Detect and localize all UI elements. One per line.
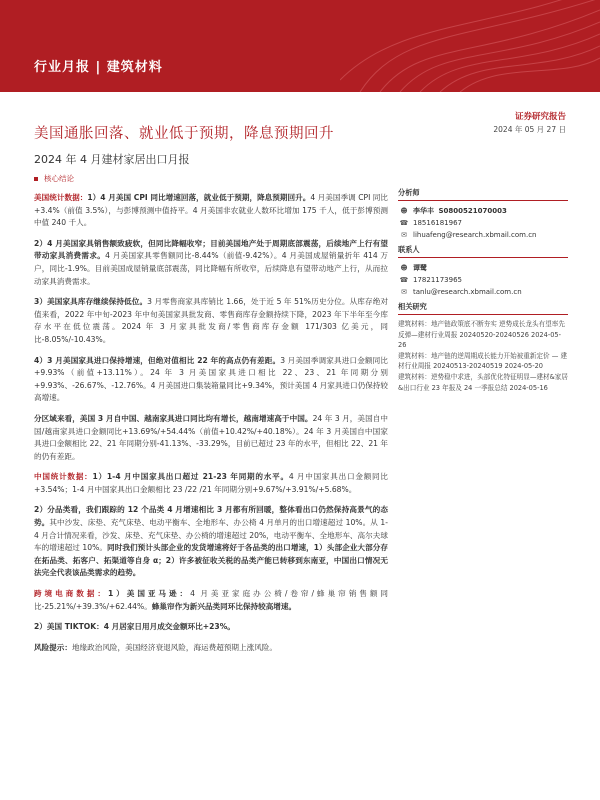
paragraph-categories xyxy=(34,504,388,580)
analyst-cert: S0800521070003 xyxy=(438,207,507,215)
report-type: 证券研究报告 xyxy=(514,112,566,122)
bold-text: 1）4 月美国 CPI 同比增速回落，就业低于预期，降息预期回升。 xyxy=(87,193,311,202)
report-date: 2024 年 05 月 27 日 xyxy=(493,125,566,134)
bold-text: 1）1-4 月中国家具出口超过 21-23 年同期的水平。 xyxy=(92,472,289,482)
core-conclusion-label xyxy=(34,173,74,184)
contact-email[interactable]: tanlu@research.xbmail.com.cn xyxy=(413,288,522,296)
section-lead: 跨境电商数据： xyxy=(34,589,108,599)
related-header: 相关研究 xyxy=(398,302,568,315)
bold-text: 蜂巢帘作为新兴品类同环比保持较高增速。 xyxy=(151,601,297,611)
body-text: 3 月美国季调家具进口金额同比+9.93%（前值+13.11%）。24 年 3 月美国家具进口相比 22、23、21 年同期分别+9.93%、-26.67%、-12.76%。4 月美国进口集装箱量同比+9.34%，预计美国 4 月家具进口仍保持较高增速。 xyxy=(34,355,388,403)
contact-phone: 17821173965 xyxy=(413,276,462,284)
sidebar xyxy=(398,188,568,393)
paragraph-cross-border xyxy=(34,588,388,613)
bold-text: 分区域来看，美国 3 月自中国、越南家具进口同比均有增长，越南增速高于中国。 xyxy=(34,413,313,423)
banner-title: 行业月报 | 建筑材料 xyxy=(34,60,163,75)
bullet-icon xyxy=(34,177,38,181)
contact-name-row xyxy=(398,262,568,274)
section-lead: 美国统计数据： xyxy=(34,193,88,202)
analyst-email[interactable]: lihuafeng@research.xbmail.com.cn xyxy=(413,231,537,239)
section-lead: 中国统计数据： xyxy=(34,472,93,482)
paragraph-imports xyxy=(34,355,388,405)
paragraph-china-exports xyxy=(34,471,388,496)
body-text: 4 月美亚家庭办公椅/卷帘/蜂巢帘销售额同比-25.21%/+39.3%/+62.44%。 xyxy=(34,589,388,611)
email-icon: ✉ xyxy=(401,288,407,296)
analyst-phone: 18516181967 xyxy=(413,219,462,227)
paragraph-tiktok xyxy=(34,621,388,634)
bold-text: 2）4 月美国家具销售额致疲软，但同比降幅收窄；目前美国地产处于周期底部震荡，后续地产上行有望带动家具消费需求。 xyxy=(34,238,388,261)
contact-header: 联系人 xyxy=(398,245,568,258)
contact-phone-row xyxy=(398,274,568,286)
bold-text: 同时我们预计头部企业的发货增速将好于各品类的出口增速，1）头部企业大部分存在拓品类、拓客户、拓渠道等自身 α；2）许多被征收关税的品类产能已转移到东南亚，中国出口情况无法完全代表该品类需求的趋势。 xyxy=(34,543,388,578)
body-text: 4 月美国家具零售额同比-8.44%（前值-9.42%）。4 月美国成屋销量折年 414 万户，同比-1.9%。目前美国成屋销量底部震荡，同比降幅有所收窄，后续降息有望带动地产上行，从而拉动家具消费需求。 xyxy=(34,251,388,286)
body-text: 4 月中国家具出口金额同比+3.54%；1-4 月中国家具出口金额相比 23 /22 /21 年同期分别+9.67%/+3.91%/+5.68%。 xyxy=(34,472,389,494)
body-text: 4 月美国季调 CPI 同比+3.4%（前值 3.5%），与彭博预测中值持平。4 月美国非农就业人数环比增加 175 千人，低于彭博预测中值 240 千人。 xyxy=(34,193,388,228)
bold-text: 1）美国亚马逊： xyxy=(107,589,191,599)
page-title: 美国通胀回落、就业低于预期，降息预期回升 xyxy=(34,126,334,142)
core-label-text: 核心结论 xyxy=(44,174,74,183)
paragraph-furniture-sales xyxy=(34,238,388,288)
phone-icon: ☎ xyxy=(399,219,409,227)
main-content xyxy=(34,192,388,662)
person-icon: ☻ xyxy=(400,264,408,272)
bold-text: 2）美国 TIKTOK：4 月居家日用月成交金额环比+23%。 xyxy=(34,622,235,632)
analyst-name-row xyxy=(398,205,568,217)
body-text: 3 月零售商家具库销比 1.66，处于近 5 年 51%历史分位。从库存绝对值来看，2022 年中旬-2023 年中旬美国家具批发商、零售商库存金额持续下降，2023 年下半年至今库存水平在低位震荡。2024 年 3 月家具批发商/零售商库存金额 171/303 亿美元，同比-8.05%/-10.43%。 xyxy=(34,297,388,344)
related-item[interactable]: 建筑材料：逆势稳中求进，头部优化特征明显—建材&家居&出口行业 23 年报及 24 一季报总结 2024-05-16 xyxy=(398,372,568,392)
paragraph-us-cpi xyxy=(34,192,388,230)
analyst-header: 分析师 xyxy=(398,188,568,201)
bold-text: 4）3 月美国家具进口保持增速，但绝对值相比 22 年的高点仍有差距。 xyxy=(34,355,281,365)
body-text: 地缘政治风险，美国经济衰退风险，海运费超预期上涨风险。 xyxy=(71,642,277,652)
analyst-name: 李华丰 xyxy=(413,207,434,215)
header-banner xyxy=(0,0,600,92)
body-text: 其中沙发、床垫、充气床垫、电动平衡车、全地形车、办公椅 4 月单月的出口增速超过 10%。从 1-4 月合计情况来看，沙发、床垫、充气床垫、办公椅的增速超过 20%，电动平衡车、全地形车、高尔夫球车的增速超过 10%。 xyxy=(34,518,389,553)
page-subtitle: 2024 年 4 月建材家居出口月报 xyxy=(34,153,190,166)
bold-text: 3）美国家具库存继续保持低位。 xyxy=(34,297,148,307)
related-item[interactable]: 建筑材料：地产链的逆周期成长能力开始被重新定价 — 建材行业周报 20240513-20240519 2024-05-20 xyxy=(398,351,568,371)
paragraph-risk xyxy=(34,642,388,655)
body-text: 24 年 3 月，美国自中国/越南家具进口金额同比+13.69%/+54.44%（前值+10.42%/+40.18%）。24 年 3 月美国自中国家具进口金额相比 22、21 年同期分别-41.13%、-33.29%，目前已超过 23 年的水平，但相比 22、21 年的仍有差距。 xyxy=(34,413,388,461)
person-icon: ☻ xyxy=(400,207,408,215)
email-icon: ✉ xyxy=(401,231,407,239)
contact-name: 谭鹭 xyxy=(413,264,427,272)
banner-decoration xyxy=(340,0,600,92)
bold-text: 2）分品类看，我们跟踪的 12 个品类 4 月增速相比 3 月都有所回暖，整体看出口仍然保持高景气的态势。 xyxy=(34,505,388,528)
related-item[interactable]: 建筑材料：地产链政策底不断夯实 逆势成长龙头有望率先反弹—建材行业周报 20240520-20240526 2024-05-26 xyxy=(398,320,565,350)
paragraph-regions xyxy=(34,413,388,463)
analyst-phone-row xyxy=(398,217,568,229)
analyst-email-row xyxy=(398,229,568,241)
risk-lead: 风险提示： xyxy=(34,642,72,652)
contact-email-row xyxy=(398,286,568,298)
paragraph-inventory xyxy=(34,296,388,346)
phone-icon: ☎ xyxy=(399,276,409,284)
